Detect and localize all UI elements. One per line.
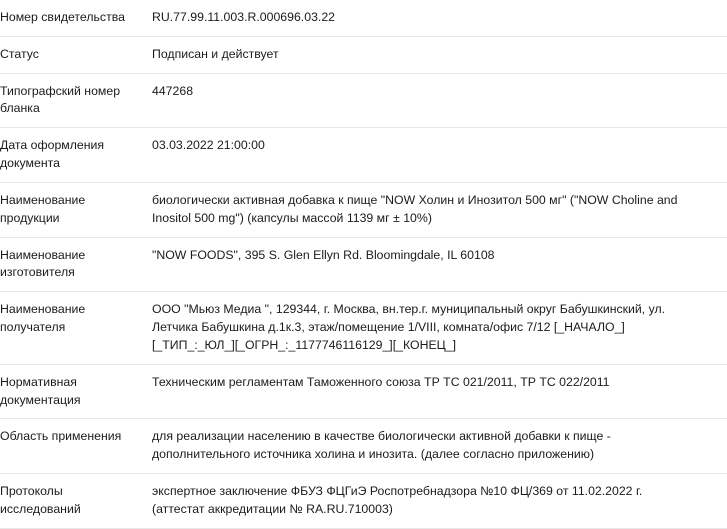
- table-row: [0, 419, 727, 474]
- field-value-line: 447268: [152, 83, 194, 98]
- field-value-line: [_ТИП_:_ЮЛ_][_ОГРН_:_1177746116129_][_КОНЕЦ_]: [152, 337, 457, 352]
- field-label: Область применения: [0, 429, 122, 444]
- table-row: [0, 73, 727, 128]
- field-label: Протоколы исследований: [0, 484, 81, 516]
- field-label: Наименование получателя: [0, 302, 86, 335]
- field-value-line: для реализации населению в качестве биологически активной добавки к пище -: [152, 429, 611, 444]
- field-value-line: (аттестат аккредитации № RA.RU.710003): [152, 501, 393, 516]
- field-value: [152, 419, 727, 474]
- field-label: Статус: [0, 46, 39, 61]
- field-label: Наименование изготовителя: [0, 247, 86, 280]
- field-value: [152, 292, 727, 364]
- table-row: [0, 128, 727, 183]
- field-label: Дата оформления документа: [0, 138, 105, 171]
- field-label: Наименование продукции: [0, 192, 86, 225]
- table-row: [0, 237, 727, 292]
- field-value: [152, 128, 727, 183]
- field-value: [152, 474, 727, 529]
- field-value-line: Подписан и действует: [152, 46, 279, 61]
- field-value-line: 03.03.2022 21:00:00: [152, 138, 265, 153]
- field-value: [152, 237, 727, 292]
- field-label: Типографский номер бланка: [0, 83, 121, 116]
- field-value: [152, 364, 727, 419]
- table-row: [0, 182, 727, 237]
- field-value-line: "NOW FOODS", 395 S. Glen Ellyn Rd. Bloomingdale, IL 60108: [152, 247, 495, 262]
- table-row: [0, 474, 727, 529]
- field-value: [152, 73, 727, 128]
- field-value: [152, 36, 727, 73]
- field-value-line: RU.77.99.11.003.R.000696.03.22: [152, 10, 336, 24]
- table-row: [0, 0, 727, 36]
- table-row: [0, 364, 727, 419]
- table-row: [0, 292, 727, 364]
- field-value: [152, 182, 727, 237]
- field-value: [152, 0, 727, 36]
- field-value-line: биологически активная добавка к пище "NOW Холин и Инозитол 500 мг" ("NOW Choline and: [152, 192, 678, 207]
- field-value-line: ООО "Мьюз Медиа ", 129344, г. Москва, вн.тер.г. муниципальный округ Бабушкинский, ул.: [152, 302, 666, 317]
- field-value-line: Летчика Бабушкина д.1к.3, этаж/помещение 1/VIII, комната/офис 7/12 [_НАЧАЛО_]: [152, 320, 625, 335]
- field-value-line: экспертное заключение ФБУЗ ФЦГиЭ Роспотребнадзора №10 ФЦ/369 от 11.02.2022 г.: [152, 484, 643, 499]
- table-row: [0, 36, 727, 73]
- field-label: Номер свидетельства: [0, 10, 125, 24]
- field-value-line: Inositol 500 mg") (капсулы массой 1139 мг ± 10%): [152, 210, 432, 225]
- field-value-line: дополнительного источника холина и инозита. (далее согласно приложению): [152, 447, 595, 462]
- field-label: Нормативная документация: [0, 374, 81, 407]
- field-value-line: Техническим регламентам Таможенного союза ТР ТС 021/2011, ТР ТС 022/2011: [152, 374, 610, 389]
